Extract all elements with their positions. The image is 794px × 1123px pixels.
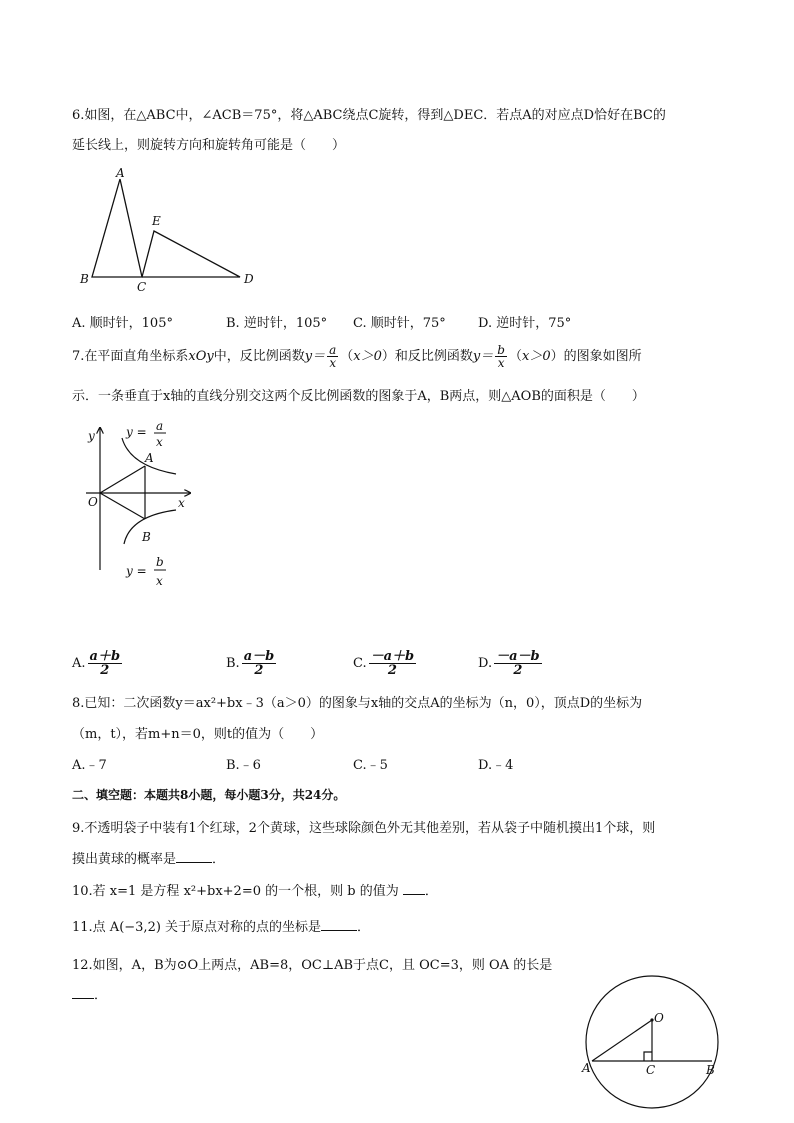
q7-label-B: B — [142, 530, 151, 544]
q9-line2: 摸出黄球的概率是 ． — [72, 852, 226, 867]
q7-option-a: A. $\frac{a+b}{2}$ — [72, 649, 121, 678]
q9-answer-blank[interactable] — [176, 852, 212, 863]
q12-label-C: C — [646, 1063, 656, 1077]
q7-eq-b-den: x — [156, 574, 163, 588]
q7-eq-a-num: a — [156, 419, 164, 433]
q12-label-B: B — [706, 1063, 715, 1077]
q6-line2: 延长线上，则旋转方向和旋转角可能是（ ） — [72, 138, 346, 153]
q6-triangle-figure — [72, 165, 272, 295]
q6-line1: 6.如图，在△ABC中，∠ACB＝75°，将△ABC绕点C旋转，得到△DEC．若点A的对应点D恰好在BC的 — [72, 108, 666, 123]
q8-option-a: A.﹣7 — [72, 758, 107, 773]
q10-text: 10.若 x=1 是方程 x²+bx+2=0 的一个根，则 b 的值为 ． — [72, 884, 438, 899]
q6-option-b: B. 逆时针，105° — [226, 316, 328, 331]
q7-eq-b: y = — [126, 564, 147, 578]
q7-eq-b-num: b — [156, 555, 164, 569]
q6-label-B: B — [80, 272, 89, 286]
q6-label-E: E — [152, 214, 161, 228]
q6-label-A: A — [116, 166, 125, 180]
q8-line2: （m，t），若m+n＝0，则t的值为（ ） — [72, 727, 324, 742]
q8-option-b: B.﹣6 — [226, 758, 261, 773]
q7-label-A: A — [145, 451, 154, 465]
q7-option-d: D. $\frac{-a-b}{2}$ — [478, 649, 540, 678]
q7-frac-b-num: b — [497, 343, 505, 357]
q7-option-c: C. $\frac{-a+b}{2}$ — [353, 649, 415, 678]
q8-option-d: D.﹣4 — [478, 758, 514, 773]
q6-label-C: C — [137, 280, 147, 294]
q6-option-d: D. 逆时针，75° — [478, 316, 572, 331]
q7-frac-a-num: a — [329, 343, 337, 357]
q7-option-b: B. $\frac{a-b}{2}$ — [226, 649, 275, 678]
q6-label-D: D — [244, 272, 254, 286]
q7-label-x: x — [178, 496, 185, 510]
q7-label-y: y — [88, 429, 95, 443]
section-2-heading: 二、填空题：本题共8小题，每小题3分，共24分。 — [72, 788, 346, 802]
q8-line1: 8.已知：二次函数y＝ax²+bx﹣3（a＞0）的图象与x轴的交点A的坐标为（n，0），顶点D的坐标为 — [72, 696, 643, 711]
q9-line1: 9.不透明袋子中装有1个红球，2个黄球，这些球除颜色外无其他差别，若从袋子中随机摸出1个球，则 — [72, 821, 656, 836]
q12-label-O: O — [654, 1011, 664, 1025]
q7-line2: 示．一条垂直于x轴的直线分别交这两个反比例函数的图象于A，B两点，则△AOB的面积是（ ） — [72, 389, 645, 404]
q7-eq-a: y = — [126, 425, 147, 439]
q7-hyperbola-figure — [72, 418, 202, 590]
q12-line2: ． — [72, 984, 107, 1003]
q12-circle-figure — [574, 966, 724, 1118]
q7-eq-a-den: x — [156, 435, 163, 449]
q11-text: 11.点 A(−3,2) 关于原点对称的点的坐标是 ． — [72, 920, 371, 935]
q12-line1: 12.如图，A，B为⊙O上两点，AB=8，OC⊥AB于点C，且 OC=3，则 OA 的长是 — [72, 958, 553, 973]
q11-answer-blank[interactable] — [321, 920, 357, 931]
q6-option-c: C. 顺时针，75° — [353, 316, 446, 331]
q7-frac-a-den: x — [329, 356, 337, 370]
q7-frac-b-den: x — [497, 356, 505, 370]
q6-option-a: A. 顺时针，105° — [72, 316, 173, 331]
q12-answer-blank[interactable] — [72, 988, 94, 999]
q8-option-c: C.﹣5 — [353, 758, 388, 773]
q7-line1: 7.在平面直角坐标系xOy中，反比例函数y＝ $\frac{a}{x}$ （x＞0）和反比例函数y＝ $\frac{b}{x}$ （x＞0）的图象如图所 — [72, 343, 642, 370]
q10-answer-blank[interactable] — [403, 884, 425, 895]
q7-label-O: O — [88, 495, 98, 509]
q12-label-A: A — [582, 1061, 591, 1075]
